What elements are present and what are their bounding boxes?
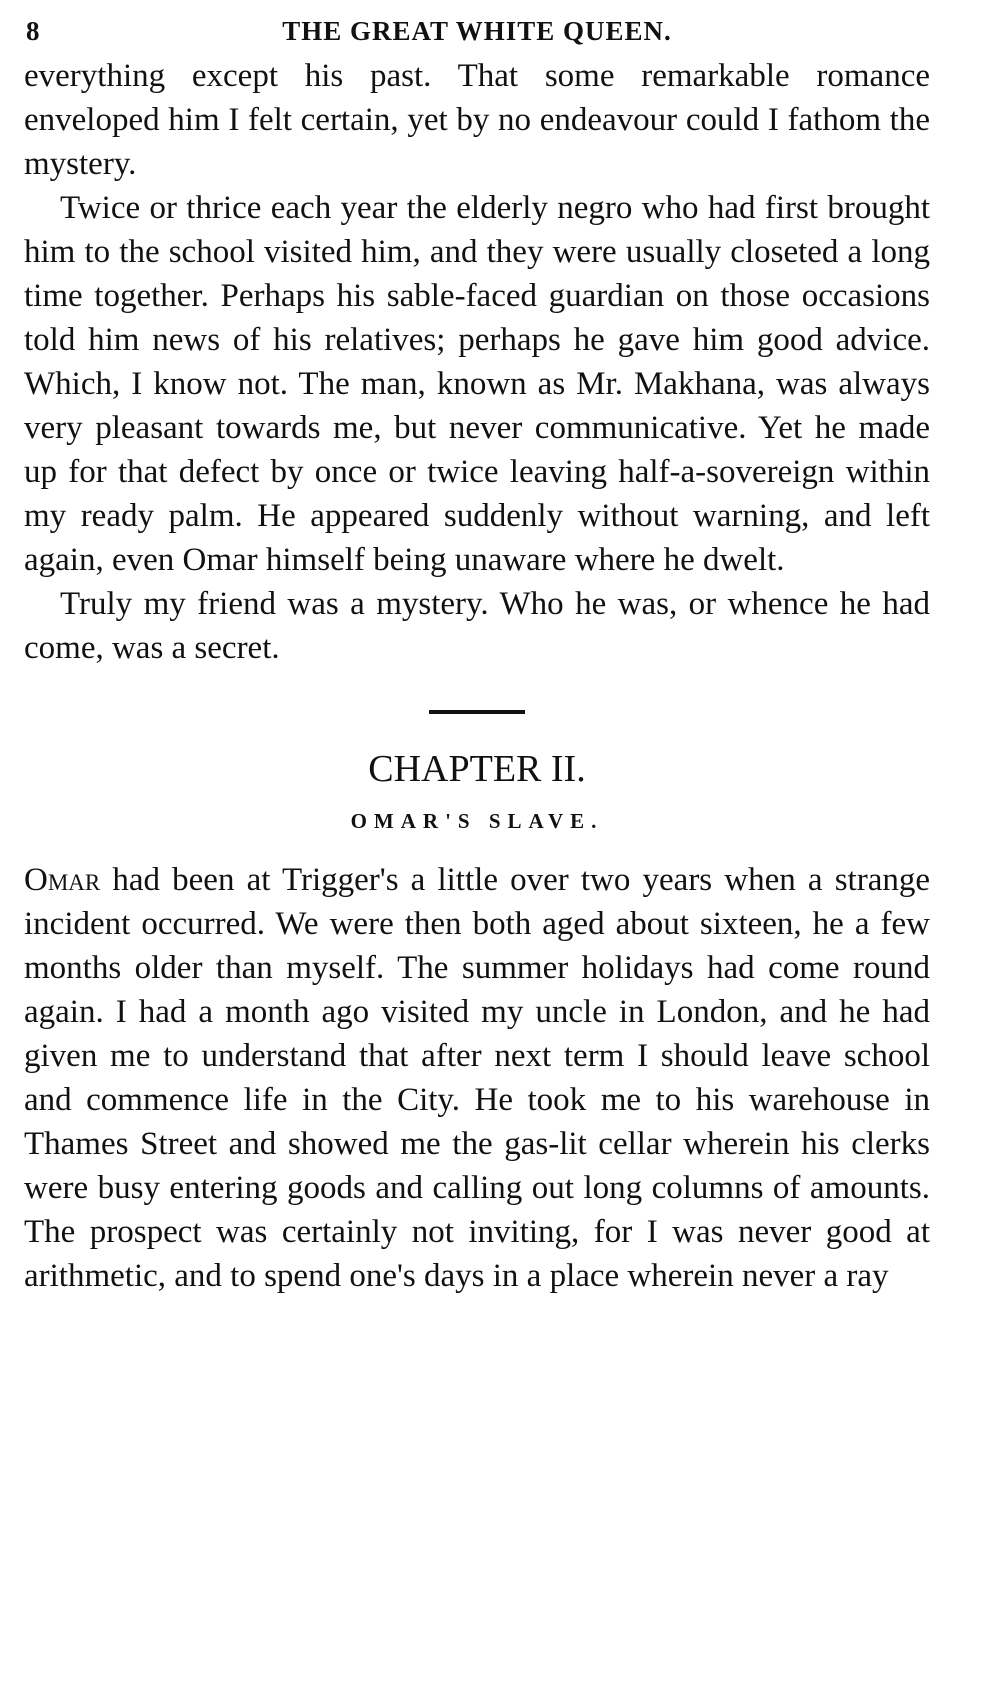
lead-word: Omar <box>24 862 101 898</box>
paragraph-guardian: Twice or thrice each year the elderly negro who had first brought him to the school visited him, and they were usually closeted a long time together. Perhaps his sable-faced guardian on those occasions told him news of his relatives; perhaps he gave him good advice. Which, I know not. The man, known as Mr. Makhana, was always very pleasant towards me, but never communicative. Yet he made up for that defect by once or twice leaving half-a-sovereign within my ready palm. He appeared suddenly without warning, and left again, even Omar himself being unaware where he dwelt. <box>24 190 930 578</box>
chapter-first-paragraph <box>24 858 930 1298</box>
chapter-subtitle: OMAR'S SLAVE. <box>350 809 604 833</box>
page-number: 8 <box>26 16 41 46</box>
section-divider <box>429 710 525 714</box>
running-title: THE GREAT WHITE QUEEN. <box>282 16 672 46</box>
paragraph-continued: everything except his past. That some remarkable romance enveloped him I felt certain, yet by no endeavour could I fathom the mystery. <box>24 58 930 182</box>
running-head <box>24 10 930 54</box>
paragraph-mystery: Truly my friend was a mystery. Who he was, or whence he had come, was a secret. <box>24 586 930 666</box>
first-paragraph-text: had been at Trigger's a little over two years when a strange incident occurred. We were then both aged about sixteen, he a few months older than myself. The summer holidays had come round again. I had a month ago visited my uncle in London, and he had given me to understand that after next term I should leave school and commence life in the City. He took me to his warehouse in Thames Street and showed me the gas-lit cellar wherein his clerks were busy entering goods and calling out long columns of amounts. The prospect was certainly not inviting, for I was never good at arithmetic, and to spend one's days in a place wherein never a ray <box>24 862 930 1294</box>
book-page <box>24 10 930 1298</box>
chapter-heading: CHAPTER II. <box>368 748 586 790</box>
